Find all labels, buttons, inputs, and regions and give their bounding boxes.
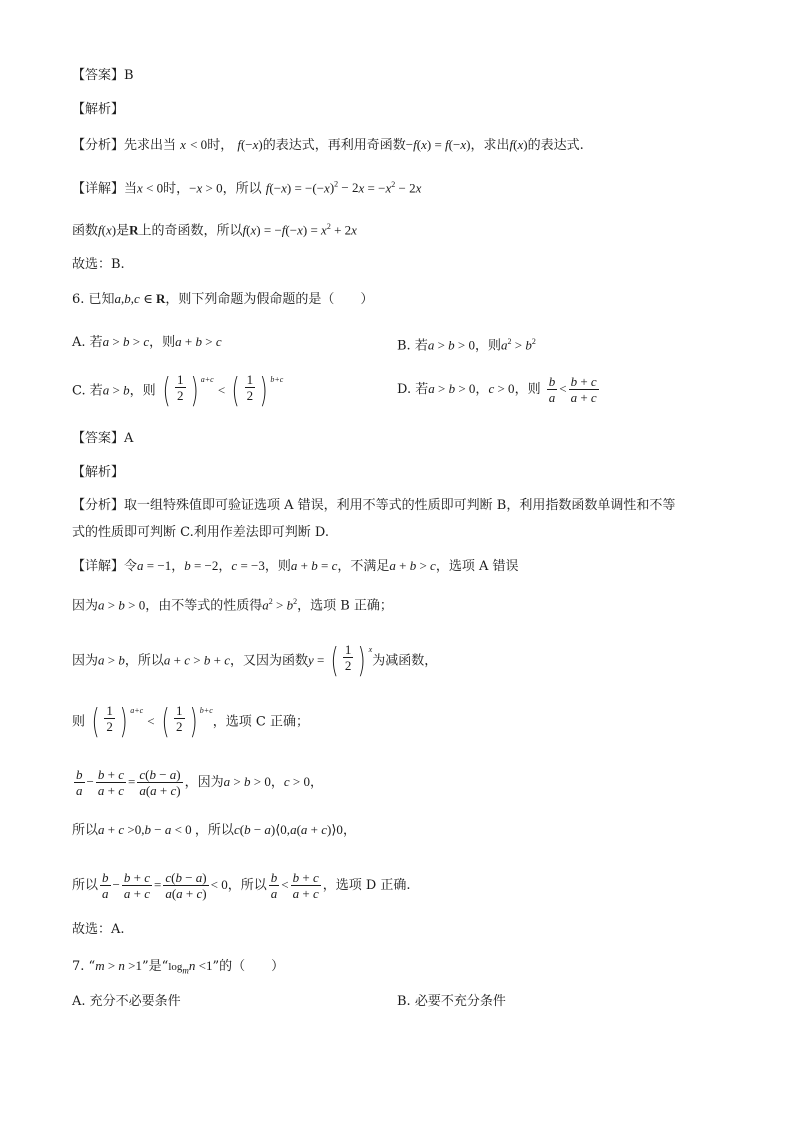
analysis-label-2: 【解析】 bbox=[72, 465, 125, 480]
choose-line-1: 故选：B. bbox=[72, 257, 125, 272]
answer-label-1: 【答案】B bbox=[72, 68, 134, 83]
fenxi-line-2b: 式的性质即可判断 C.利用作差法即可判断 D. bbox=[72, 525, 329, 540]
func-line: 函数f(x)是R上的奇函数，所以$f(x) = -f(-x) = x^2 + 2x$ bbox=[72, 222, 357, 239]
fenxi-line-1: 【分析】先求出当 x < 0时， f(−x)的表达式，再利用奇函数−f(x) = f(−x)，求出f(x)的表达式. bbox=[72, 137, 584, 153]
line-option-b: 因为a > b > 0，由不等式的性质得$a^2 > b^2$，选项 B 正确； bbox=[72, 597, 393, 614]
choose-line-2: 故选：A. bbox=[72, 922, 125, 937]
q6-option-a: A. 若a > b > c，则a + b > c bbox=[72, 334, 222, 350]
q7-option-b: B. 必要不充分条件 bbox=[397, 994, 506, 1009]
q7-option-a: A. 充分不必要条件 bbox=[72, 994, 181, 1009]
xiangjie-line-2: 【详解】令a = −1，b = −2，c = −3，则a + b = c，不满足a + b > c，选项 A 错误 bbox=[72, 558, 519, 574]
fenxi-line-2a: 【分析】取一组特殊值即可验证选项 A 错误，利用不等式的性质即可判断 B，利用指数函数单调性和不等 bbox=[72, 498, 676, 513]
line-option-d2: 所以a + c >0,b − a < 0 ，所以c(b − a)⟨0,a(a + c)⟩0， bbox=[72, 822, 356, 838]
line-option-d3: 所以 $\frac{b}{a}$ − $\frac{b + c}{a + c}$ = $\frac{c(b - a)}{a(a + c)}$ < 0，所以 $\frac{b}{a}$ < $\frac{b + c}{a + c}$ ，选项 D 正确. bbox=[72, 870, 411, 901]
q6-option-b: B. 若a > b > 0，则$a^2 > b^2$ bbox=[397, 337, 536, 354]
xiangjie-line-1: 【详解】当x < 0时，−x > 0，所以 $f(-x) = -(-x)^2 - 2x = -x^2 - 2x$ bbox=[72, 180, 422, 197]
answer-label-2: 【答案】A bbox=[72, 431, 134, 446]
q7-stem: 7. “m > n >1”是“$\log_mn <1$”的（ ） bbox=[72, 958, 285, 976]
line-option-c2: 则 ( $\frac{1}{2}$ ) a+c < ( $\frac{1}{2}$ ) b+c ，选项 C 正确； bbox=[72, 702, 309, 742]
q6-stem: 6. 已知a,b,c ∈ R，则下列命题为假命题的是（ ） bbox=[72, 291, 374, 307]
analysis-label-1: 【解析】 bbox=[72, 102, 125, 117]
q6-option-d: D. 若a > b > 0，c > 0，则 $\frac{b}{a}$ < $\frac{b + c}{a + c}$ bbox=[397, 374, 597, 405]
line-option-d1: $\frac{b}{a}$ − $\frac{b + c}{a + c}$ = $\frac{c(b - a)}{a(a + c)}$ ，因为a > b > 0，c > 0， bbox=[76, 767, 323, 798]
q6-option-c: C. 若a > b，则 ( $\frac{1}{2}$ ) a+c < ( $\frac{1}{2}$ ) b+c bbox=[72, 371, 284, 411]
line-option-c1: 因为a > b，所以a + c > b + c，又因为函数y = ( $\frac{1}{2}$ ) x 为减函数， bbox=[72, 641, 438, 681]
